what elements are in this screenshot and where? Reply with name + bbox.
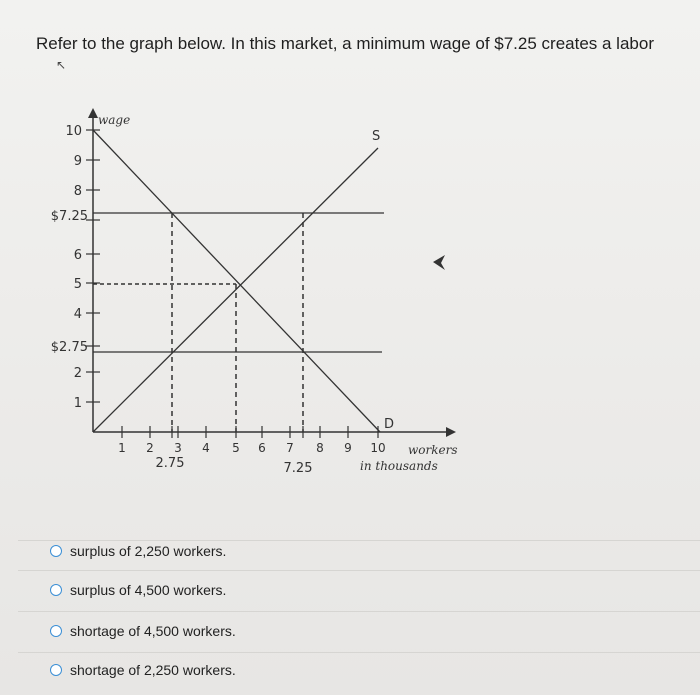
x-tick-4: 4 [202, 441, 210, 455]
divider-2 [18, 570, 700, 571]
x-tick-1: 1 [118, 441, 126, 455]
option-label: shortage of 2,250 workers. [70, 662, 236, 678]
y-tick-5: 5 [73, 277, 82, 292]
y-axis-arrow [88, 108, 98, 118]
x-tick-2: 2 [146, 441, 154, 455]
divider-3 [18, 611, 700, 612]
y-tick-9: 9 [73, 154, 82, 169]
divider-1 [18, 540, 700, 541]
y-tick-4: 4 [73, 307, 82, 322]
x-axis-label-workers: workers [408, 443, 458, 457]
x-annot-7-25: 7.25 [283, 461, 313, 476]
radio-icon[interactable] [50, 545, 62, 557]
option-label: surplus of 4,500 workers. [70, 582, 227, 598]
option-label: surplus of 2,250 workers. [70, 543, 227, 559]
x-tick-6: 6 [258, 441, 266, 455]
radio-icon[interactable] [50, 664, 62, 676]
option-surplus-4500[interactable] [50, 582, 226, 598]
radio-icon[interactable] [50, 584, 62, 596]
x-tick-10: 10 [370, 441, 386, 455]
y-tick-8: 8 [73, 184, 82, 199]
option-shortage-2250[interactable] [50, 662, 236, 678]
divider-4 [18, 652, 700, 653]
x-tick-3: 3 [174, 441, 182, 455]
mouse-cursor-icon [431, 252, 451, 272]
question-text: Refer to the graph below. In this market, a minimum wage of $7.25 creates a labor [36, 34, 654, 53]
option-label: shortage of 4,500 workers. [70, 623, 236, 639]
y-tick-2-75: $2.75 [50, 340, 88, 355]
y-tick-10: 10 [65, 124, 82, 139]
y-tick-7-25: $7.25 [50, 209, 88, 224]
x-axis-arrow [446, 427, 456, 437]
x-axis-label-thousands: in thousands [360, 459, 438, 473]
x-tick-8: 8 [316, 441, 324, 455]
y-tick-6: 6 [73, 248, 82, 263]
y-tick-2: 2 [73, 366, 82, 381]
y-tick-1: 1 [73, 396, 82, 411]
demand-label: D [384, 417, 395, 432]
supply-curve [93, 148, 378, 432]
x-tick-5: 5 [232, 441, 240, 455]
x-annot-2-75: 2.75 [155, 456, 185, 471]
pen-mark: ↖ [56, 58, 67, 72]
y-axis-label: wage [98, 113, 131, 127]
x-tick-9: 9 [344, 441, 352, 455]
radio-icon[interactable] [50, 625, 62, 637]
x-tick-7: 7 [286, 441, 294, 455]
option-surplus-2250[interactable] [50, 543, 226, 559]
option-shortage-4500[interactable] [50, 623, 236, 639]
supply-label: S [372, 129, 381, 144]
